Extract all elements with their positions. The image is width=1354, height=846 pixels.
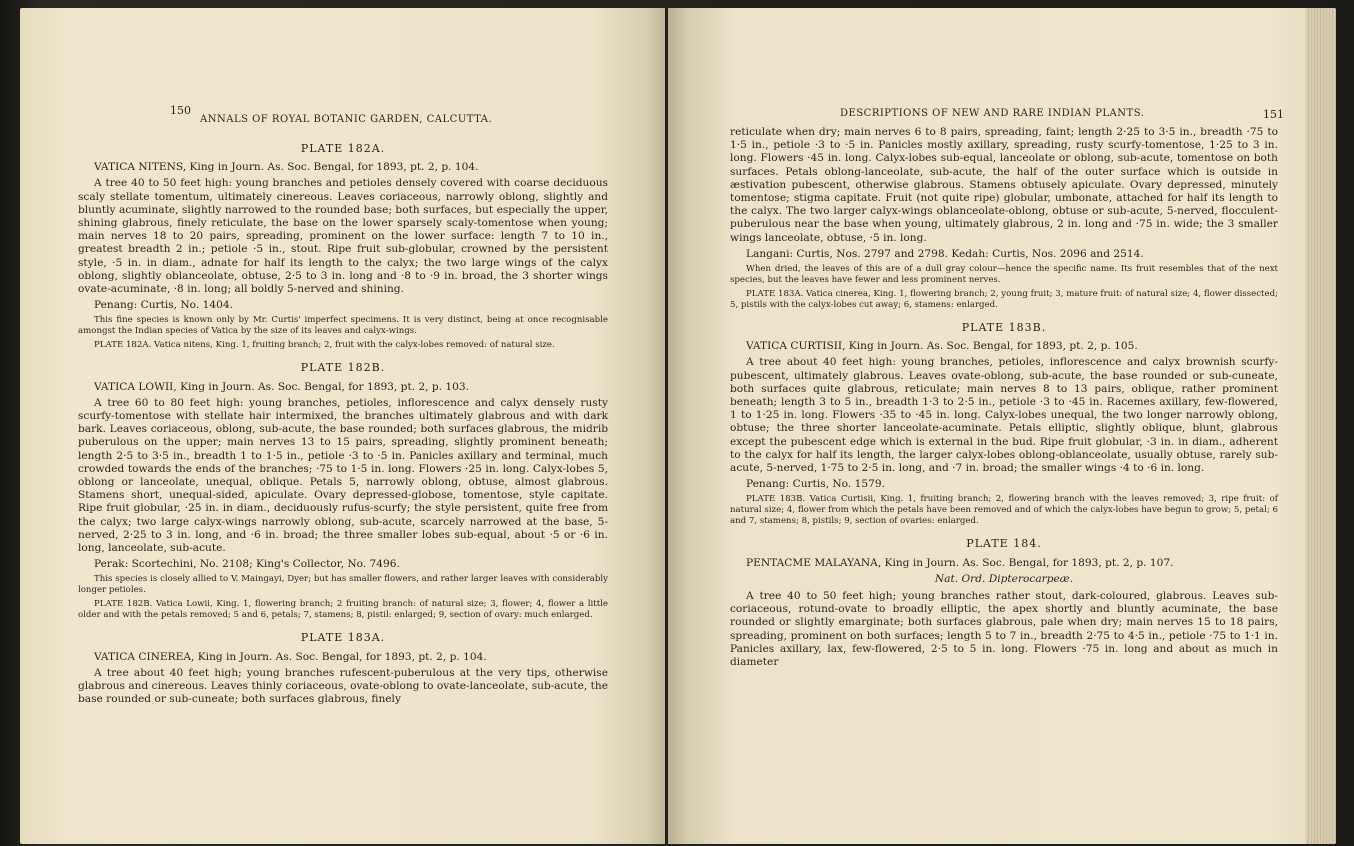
plate-explanation: PLATE 183B. Vatica Curtisii, King. 1, fruiting branch; 2, flowering branch with the leaves removed; 3, ripe fruit: of natural size; 4, flower from which the petals have been removed and of which the calyx-lobes have begun to grow; 5, petal; 6 and 7, stamens; 8, pistils; 9, section of ovaries: enlarged. <box>730 494 1278 527</box>
right-column <box>730 126 1278 672</box>
species-citation: VATICA LOWII, King in Journ. As. Soc. Bengal, for 1893, pt. 2, p. 103. <box>94 380 470 393</box>
natural-order: Nat. Ord. Dipterocarpeæ. <box>934 572 1074 585</box>
plate-explanation: PLATE 182B. Vatica Lowii, King. 1, flowering branch; 2 fruiting branch: of natural size; 3, flower; 4, flower a little older and with the petals removed; 5 and 6, petals; 7, stamens; 8, pistil: enlarged; 9, section of ovary: much enlarged. <box>78 599 608 621</box>
species-description: A tree 60 to 80 feet high: young branches, petioles, inflorescence and calyx densely rusty scurfy-tomentose with stellate hair intermixed, the branches ultimately glabrous and with dark bark. Leaves coriaceous, oblong, sub-acute, the base rounded; both surfaces glabrous, the midrib puberulous on the upper; main nerves 13 to 15 pairs, spreading, slightly prominent beneath; length 2·5 to 3·5 in., breadth 1 to 1·5 in., petiole ·3 to ·5 in. Panicles axillary and terminal, much crowded towards the ends of the branches; ·75 to 1·5 in. long. Flowers ·25 in. long. Calyx-lobes 5, oblong or lanceolate, unequal, oblique. Petals 5, narrowly oblong, obtuse, almost glabrous. Stamens short, unequal-sided, apiculate. Ovary depressed-globose, tomentose, style capitate. Ripe fruit globular, ·25 in. in diam., deciduously rufus-scurfy; the style persistent, quite free from the calyx; two large calyx-wings narrowly oblong, sub-acute, scarcely narrowed at the base, 5-nerved, 2·25 to 3 in. long, and ·6 in. broad; the three smaller lobes sub-equal, about ·5 or ·6 in. long, lanceolate, sub-acute. <box>78 396 608 555</box>
continued-description: reticulate when dry; main nerves 6 to 8 pairs, spreading, faint; length 2·25 to 3·5 in., breadth ·75 to 1·5 in., petiole ·3 to ·5 in. Panicles mostly axillary, spreading, rusty scurfy-tomentose, 1·25 to 3 in. long. Flowers ·45 in. long. Calyx-lobes sub-equal, lanceolate or oblong, sub-acute, tomentose on both surfaces. Petals oblong-lanceolate, sub-acute, the half of the outer surface which is outside in æstivation pubescent, otherwise glabrous. Stamens obtusely apiculate. Ovary depressed, minutely tomentose; stigma capitate. Fruit (not quite ripe) globular, umbonate, attached for half its length to the calyx. The two larger calyx-wings oblanceolate-oblong, obtuse or sub-acute, 5-nerved, flocculent-puberulous near the base when young, ultimately glabrous, 2 in. long and ·75 in. wide; the 3 smaller wings lanceolate, obtuse, ·5 in. long. <box>730 126 1278 244</box>
plate-heading: PLATE 183B. <box>961 321 1047 335</box>
plate-heading: PLATE 183A. <box>300 631 386 645</box>
page-edge <box>1306 8 1336 844</box>
species-locality: Perak: Scortechini, No. 2108; King's Collector, No. 7496. <box>94 558 400 571</box>
running-head-left: ANNALS OF ROYAL BOTANIC GARDEN, CALCUTTA. <box>200 114 493 125</box>
plate-explanation: PLATE 182A. Vatica nitens, King. 1, fruiting branch; 2, fruit with the calyx-lobes removed: of natural size. <box>94 340 555 351</box>
species-citation: VATICA CINEREA, King in Journ. As. Soc. Bengal, for 1893, pt. 2, p. 104. <box>94 650 487 663</box>
species-locality: Penang: Curtis, No. 1404. <box>94 299 233 312</box>
plate-explanation: PLATE 183A. Vatica cinerea, King. 1, flowering branch; 2, young fruit; 3, mature fruit: of natural size; 4, flower dissected; 5, pistils with the calyx-lobes cut away; 6, stamens: enlarged. <box>730 289 1278 311</box>
species-locality: Penang: Curtis, No. 1579. <box>746 478 885 491</box>
species-description: A tree 40 to 50 feet high: young branches and petioles densely covered with coarse deciduous scaly stellate tomentum, ultimately cinereous. Leaves coriaceous, narrowly oblong, slightly and bluntly acuminate, slightly narrowed to the rounded base; both surfaces, but especially the upper, shining glabrous, finely reticulate, the base on the lower sparsely scaly-tomentose when young; main nerves 18 to 20 pairs, spreading, prominent on the lower surface: length 7 to 10 in., greatest breadth 2 in.; petiole ·5 in., stout. Ripe fruit sub-globular, crowned by the persistent style, ·5 in. in diam., adnate for half its length to the calyx; the two large wings of the calyx oblong, slightly oblanceolate, obtuse, 2·5 to 3 in. long and ·8 to ·9 in. broad, the 3 shorter wings ovate-acuminate, ·8 in. long; all boldly 5-nerved and shining. <box>78 177 608 296</box>
species-citation: VATICA NITENS, King in Journ. As. Soc. Bengal, for 1893, pt. 2, p. 104. <box>94 161 479 174</box>
species-note: This fine species is known only by Mr. Curtis' imperfect specimens. It is very distinct, being at once recognisable amongst the Indian species of Vatica by the size of its leaves and calyx-wings. <box>78 315 608 337</box>
left-page <box>20 8 665 844</box>
species-note: When dried, the leaves of this are of a dull gray colour—hence the specific name. Its fruit resembles that of the next species, but the leaves have fewer and less prominent nerves. <box>730 264 1278 286</box>
page-number-right: 151 <box>1263 108 1284 121</box>
species-note: This species is closely allied to V. Maingayi, Dyer; but has smaller flowers, and rather larger leaves with considerably longer petioles. <box>78 574 608 596</box>
species-citation: PENTACME MALAYANA, King in Journ. As. Soc. Bengal, for 1893, pt. 2, p. 107. <box>746 556 1174 569</box>
plate-heading: PLATE 182A. <box>300 142 386 155</box>
left-column <box>78 132 608 710</box>
page-number-left: 150 <box>170 104 191 117</box>
right-page <box>668 8 1336 844</box>
species-description: A tree about 40 feet high: young branches, petioles, inflorescence and calyx brownish scurfy-pubescent, ultimately glabrous. Leaves ovate-oblong, sub-acute, the base rounded or sub-cuneate, both surfaces quite glabrous, reticulate; main nerves 8 to 13 pairs, oblique, rather prominent beneath; length 3 to 5 in., breadth 1·3 to 2·5 in., petiole ·3 to ·45 in. Racemes axillary, few-flowered, 1 to 1·25 in. long. Flowers ·35 to ·45 in. long. Calyx-lobes unequal, the two longer narrowly oblong, obtuse; the three shorter lanceolate-acuminate. Petals elliptic, slightly oblique, blunt, glabrous except the pubescent edge which is external in the bud. Ripe fruit globular, ·3 in. in diam., adherent to the calyx for half its length, the larger calyx-lobes oblong-oblanceolate, usually obtuse, rarely sub-acute, 5-nerved, 1·75 to 2·5 in. long, and ·7 in. broad; the smaller wings ·4 to ·6 in. long. <box>730 356 1278 475</box>
plate-heading: PLATE 184. <box>966 537 1042 551</box>
species-description: A tree about 40 feet high; young branches rufescent-puberulous at the very tips, otherwise glabrous and cinereous. Leaves thinly coriaceous, ovate-oblong to ovate-lanceolate, sub-acute, the base rounded or sub-cuneate; both surfaces glabrous, finely <box>78 666 608 706</box>
running-head-right: DESCRIPTIONS OF NEW AND RARE INDIAN PLANTS. <box>840 108 1145 119</box>
species-citation: VATICA CURTISII, King in Journ. As. Soc. Bengal, for 1893, pt. 2, p. 105. <box>746 340 1138 353</box>
species-locality: Langani: Curtis, Nos. 2797 and 2798. Kedah: Curtis, Nos. 2096 and 2514. <box>746 247 1144 260</box>
plate-heading: PLATE 182B. <box>300 361 386 375</box>
species-description: A tree 40 to 50 feet high; young branches rather stout, dark-coloured, glabrous. Leaves sub-coriaceous, rotund-ovate to broadly elliptic, the apex shortly and bluntly acuminate, the base rounded or slightly emarginate; both surfaces glabrous, pale when dry; main nerves 15 to 18 pairs, spreading, prominent on both surfaces; length 5 to 7 in., breadth 2·75 to 4·5 in., petiole ·75 to 1·1 in. Panicles axillary, lax, few-flowered, 2·5 to 5 in. long. Flowers ·75 in. long and about as much in diameter <box>730 590 1278 669</box>
